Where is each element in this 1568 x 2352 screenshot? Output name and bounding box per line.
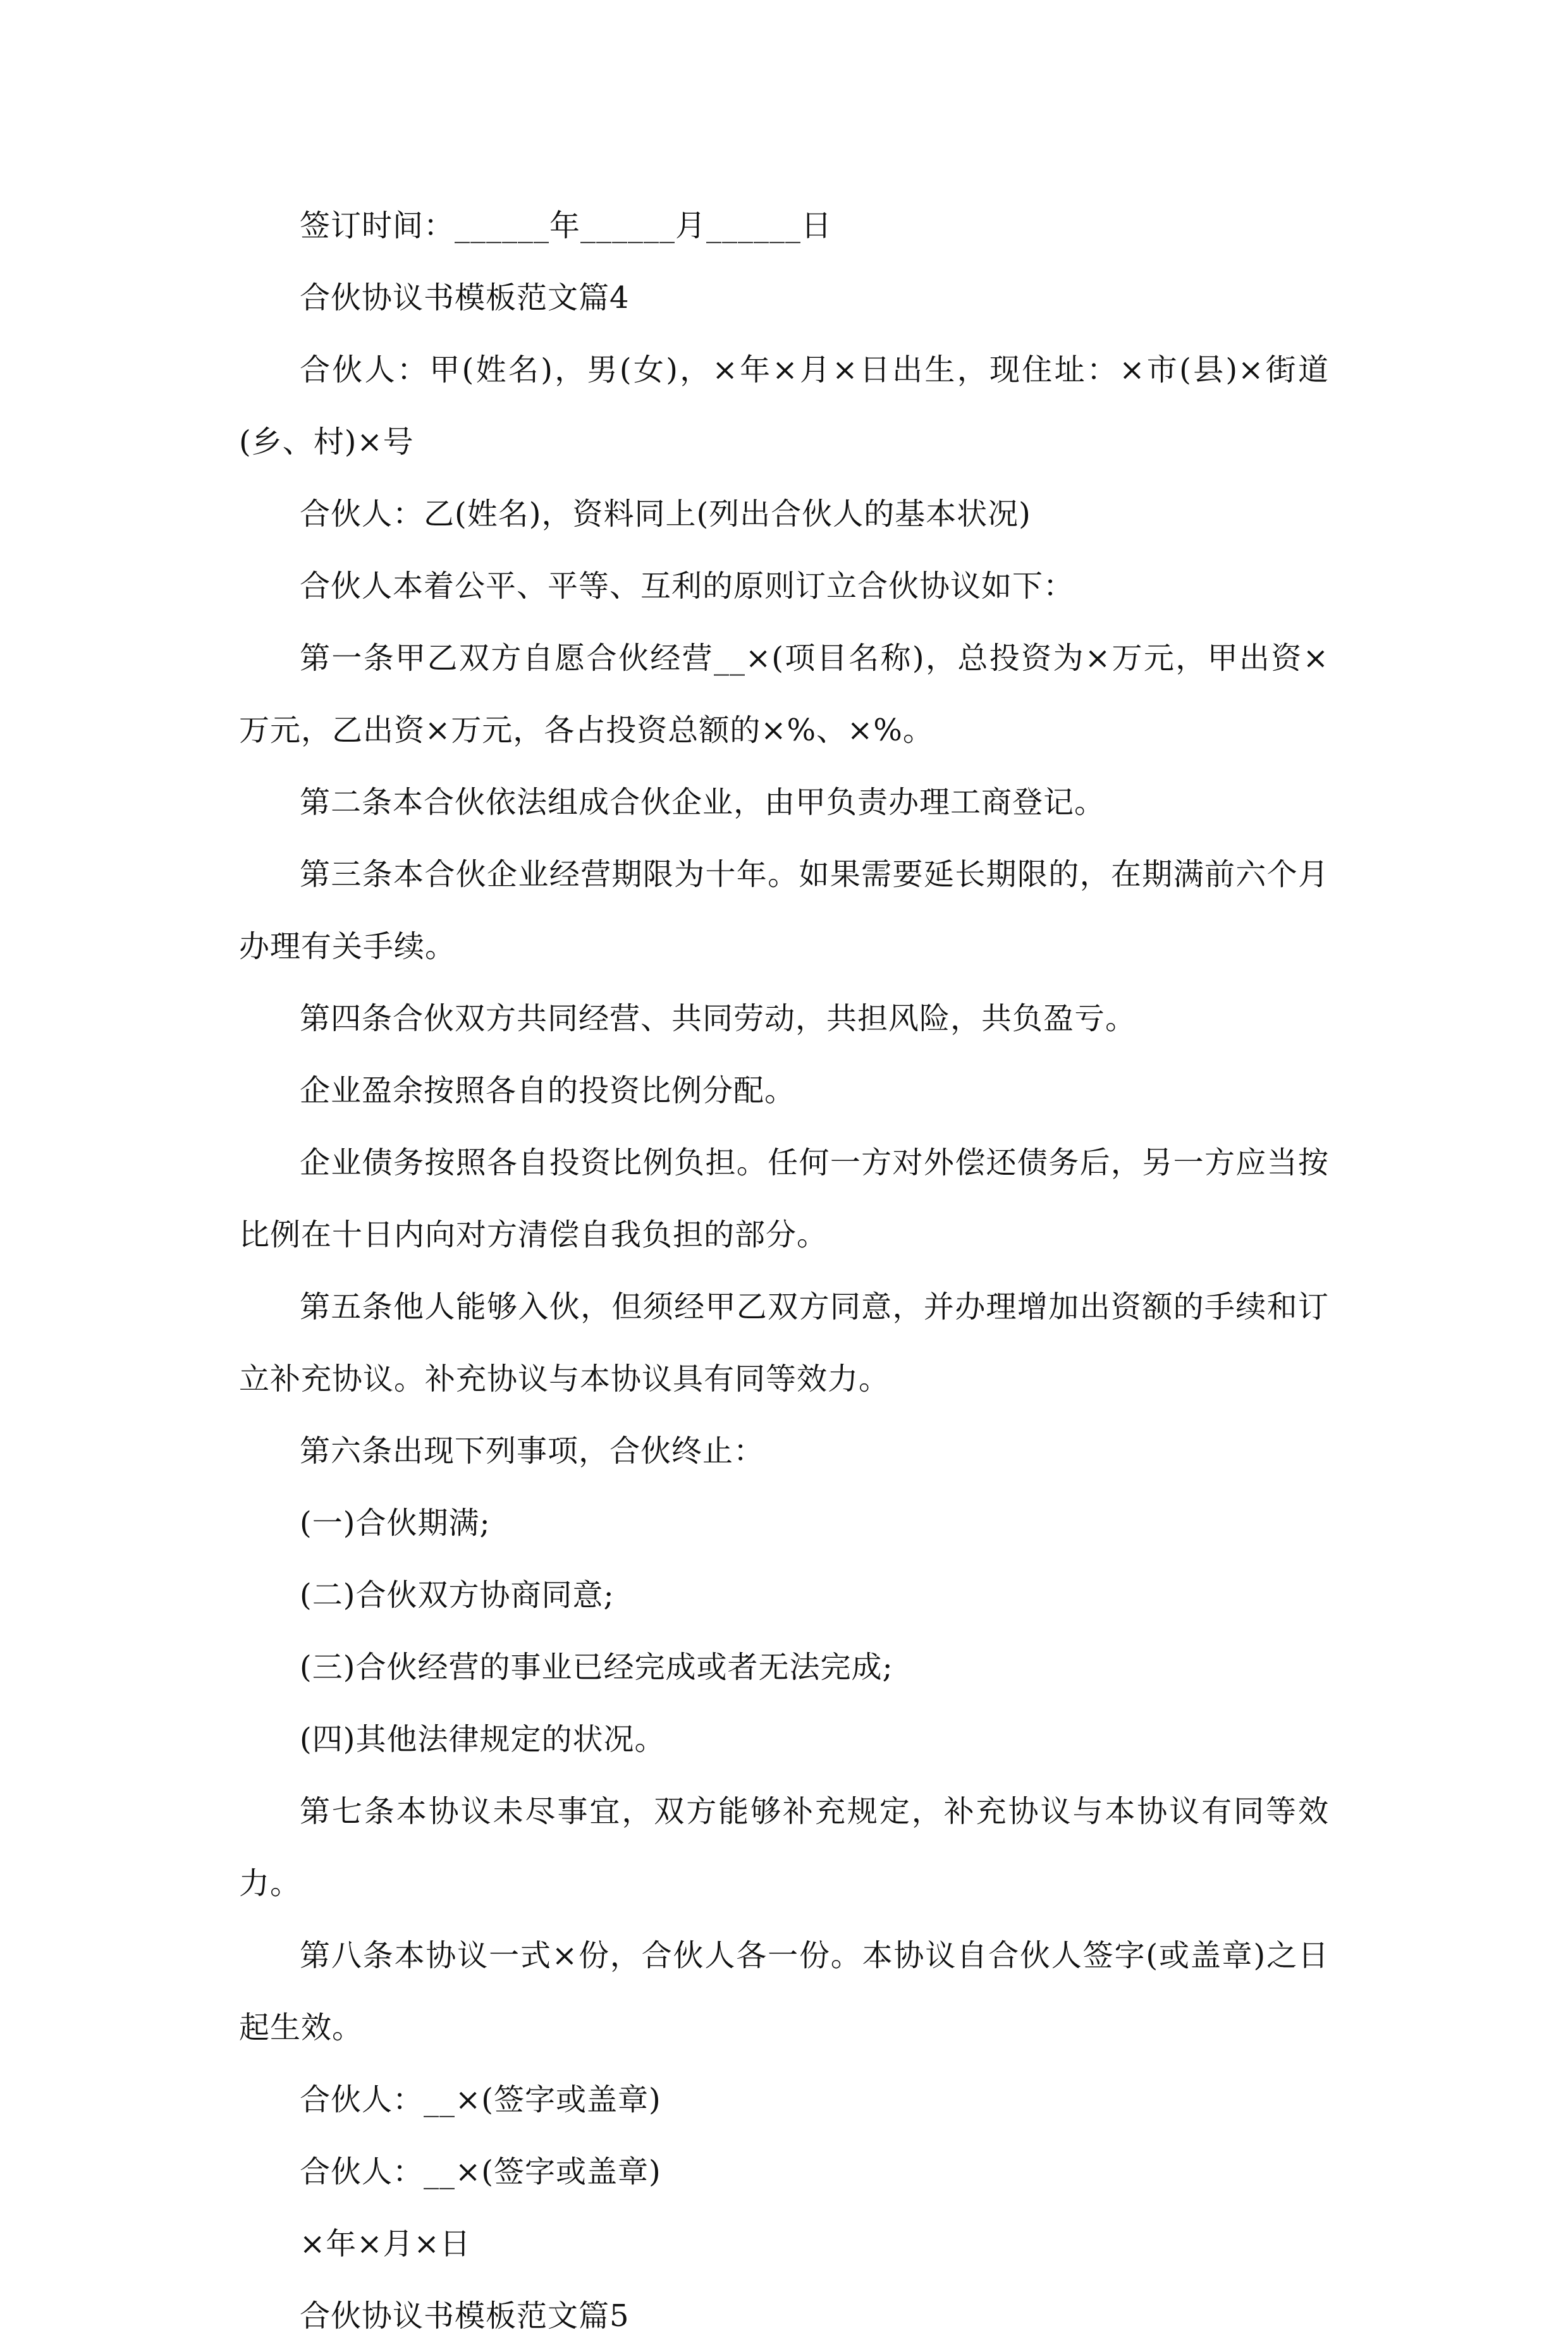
- article-1: 第一条甲乙双方自愿合伙经营__×(项目名称)，总投资为×万元，甲出资×万元，乙出资×万元，各占投资总额的×%、×%。: [239, 640, 1329, 748]
- partner-signature-2: 合伙人：__×(签字或盖章): [300, 2154, 661, 2190]
- termination-item-4: (四)其他法律规定的状况。: [300, 1722, 666, 1757]
- article-4: 第四条合伙双方共同经营、共同劳动，共担风险，共负盈亏。: [300, 1001, 1137, 1036]
- article-6: 第六条出现下列事项，合伙终止：: [300, 1433, 765, 1469]
- article-5: 第五条他人能够入伙，但须经甲乙双方同意，并办理增加出资额的手续和订立补充协议。补充协议与本协议具有同等效力。: [239, 1289, 1329, 1397]
- partner-b-info: 合伙人：乙(姓名)，资料同上(列出合伙人的基本状况): [300, 496, 1031, 532]
- profit-distribution: 企业盈余按照各自的投资比例分配。: [300, 1073, 796, 1108]
- partner-signature-1: 合伙人：__×(签字或盖章): [300, 2082, 661, 2117]
- signing-date-line: 签订时间：______年______月______日: [300, 208, 833, 243]
- article-7: 第七条本协议未尽事宜，双方能够补充规定，补充协议与本协议有同等效力。: [239, 1794, 1329, 1901]
- document-body: [239, 190, 1329, 2352]
- termination-item-2: (二)合伙双方协商同意;: [300, 1577, 615, 1613]
- agreement-intro: 合伙人本着公平、平等、互利的原则订立合伙协议如下：: [300, 568, 1075, 604]
- debt-responsibility: 企业债务按照各自投资比例负担。任何一方对外偿还债务后，另一方应当按比例在十日内向对方清偿自我负担的部分。: [239, 1145, 1329, 1253]
- section-heading-4: 合伙协议书模板范文篇4: [300, 280, 630, 315]
- section-heading-5: 合伙协议书模板范文篇5: [300, 2298, 630, 2334]
- article-3: 第三条本合伙企业经营期限为十年。如果需要延长期限的，在期满前六个月办理有关手续。: [239, 857, 1329, 964]
- article-8: 第八条本协议一式×份，合伙人各一份。本协议自合伙人签字(或盖章)之日起生效。: [239, 1938, 1329, 2045]
- termination-item-3: (三)合伙经营的事业已经完成或者无法完成;: [300, 1650, 893, 1685]
- signature-date: ×年×月×日: [300, 2226, 471, 2262]
- termination-item-1: (一)合伙期满;: [300, 1505, 491, 1541]
- partner-a-info: 合伙人：甲(姓名)，男(女)，×年×月×日出生，现住址：×市(县)×街道(乡、村)×号: [239, 352, 1329, 460]
- article-2: 第二条本合伙依法组成合伙企业，由甲负责办理工商登记。: [300, 785, 1106, 820]
